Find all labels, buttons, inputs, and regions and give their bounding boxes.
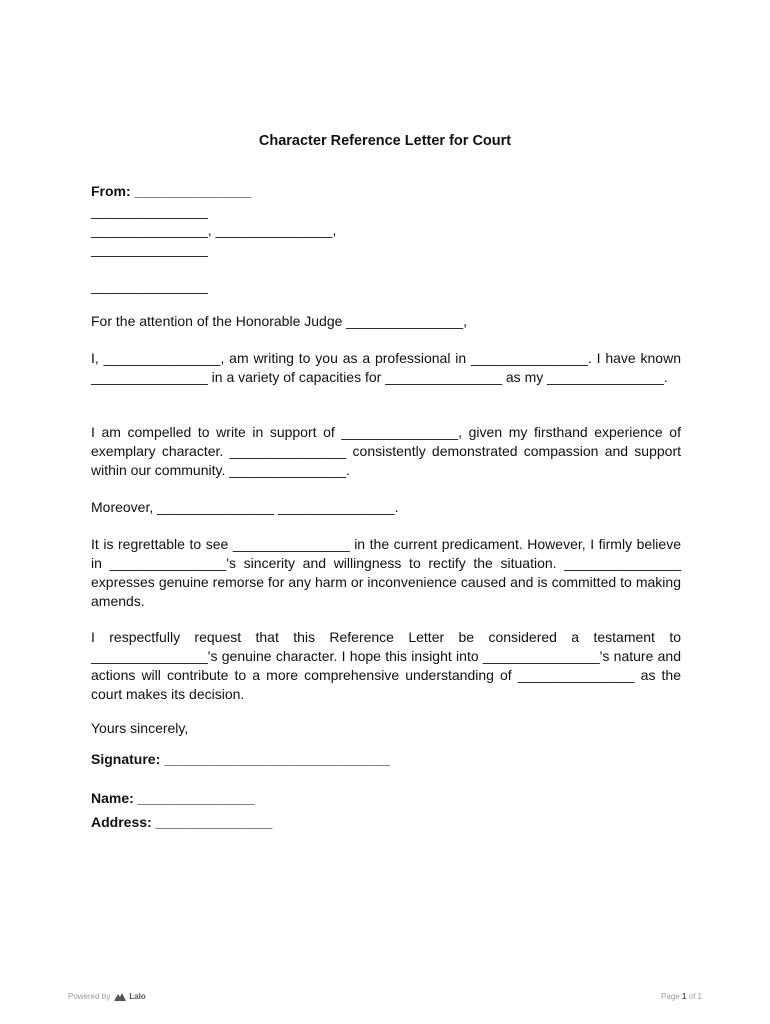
intro-paragraph: I, _______________, am writing to you as a professional in _______________. I have known _______________ in a variety of capacities for _______________ as my _______________. [91, 350, 681, 385]
address-field-line: Address: _______________ [91, 814, 273, 830]
address-line-2: _______________, _______________, [91, 222, 337, 238]
brand-logo [114, 992, 145, 1001]
moreover-paragraph: Moreover, _______________ _______________. [91, 499, 399, 515]
page-total: of 1 [688, 992, 702, 1001]
remorse-paragraph: It is regrettable to see _______________ in the current predicament. However, I firmly believe in _______________'s sincerity and willingness to rectify the situation. _______________ expresses genuine remorse for any harm or inconvenience caused and is committed to making amends. [91, 536, 681, 609]
page-number [661, 992, 702, 1001]
address-line-3: _______________ [91, 241, 208, 257]
support-paragraph: I am compelled to write in support of _______________, given my firsthand experience of exemplary character. _______________ consistently demonstrated compassion and support within our community. _______________. [91, 424, 681, 478]
brand-name: Lalo [129, 992, 146, 1001]
request-paragraph: I respectfully request that this Reference Letter be considered a testament to _______________'s genuine character. I hope this insight into _______________'s nature and actions will contribute to a more comprehensive understanding of _______________ as the court makes its decision. [91, 629, 681, 702]
from-line: From: _______________ [91, 183, 252, 199]
salutation-paragraph: For the attention of the Honorable Judge _______________, [91, 313, 467, 329]
page-label: Page [661, 992, 680, 1001]
document-title: Character Reference Letter for Court [258, 133, 512, 149]
powered-by-label: Powered by [68, 992, 111, 1001]
address-line-4: _______________ [91, 278, 208, 294]
page-current: 1 [681, 992, 687, 1001]
lalo-logo-icon [114, 993, 126, 1001]
closing-paragraph: Yours sincerely, [91, 720, 189, 736]
address-line-1: _______________ [91, 203, 208, 219]
name-line: Name: _______________ [91, 790, 255, 806]
powered-by [68, 992, 146, 1001]
signature-line: Signature: _____________________________ [91, 751, 390, 767]
